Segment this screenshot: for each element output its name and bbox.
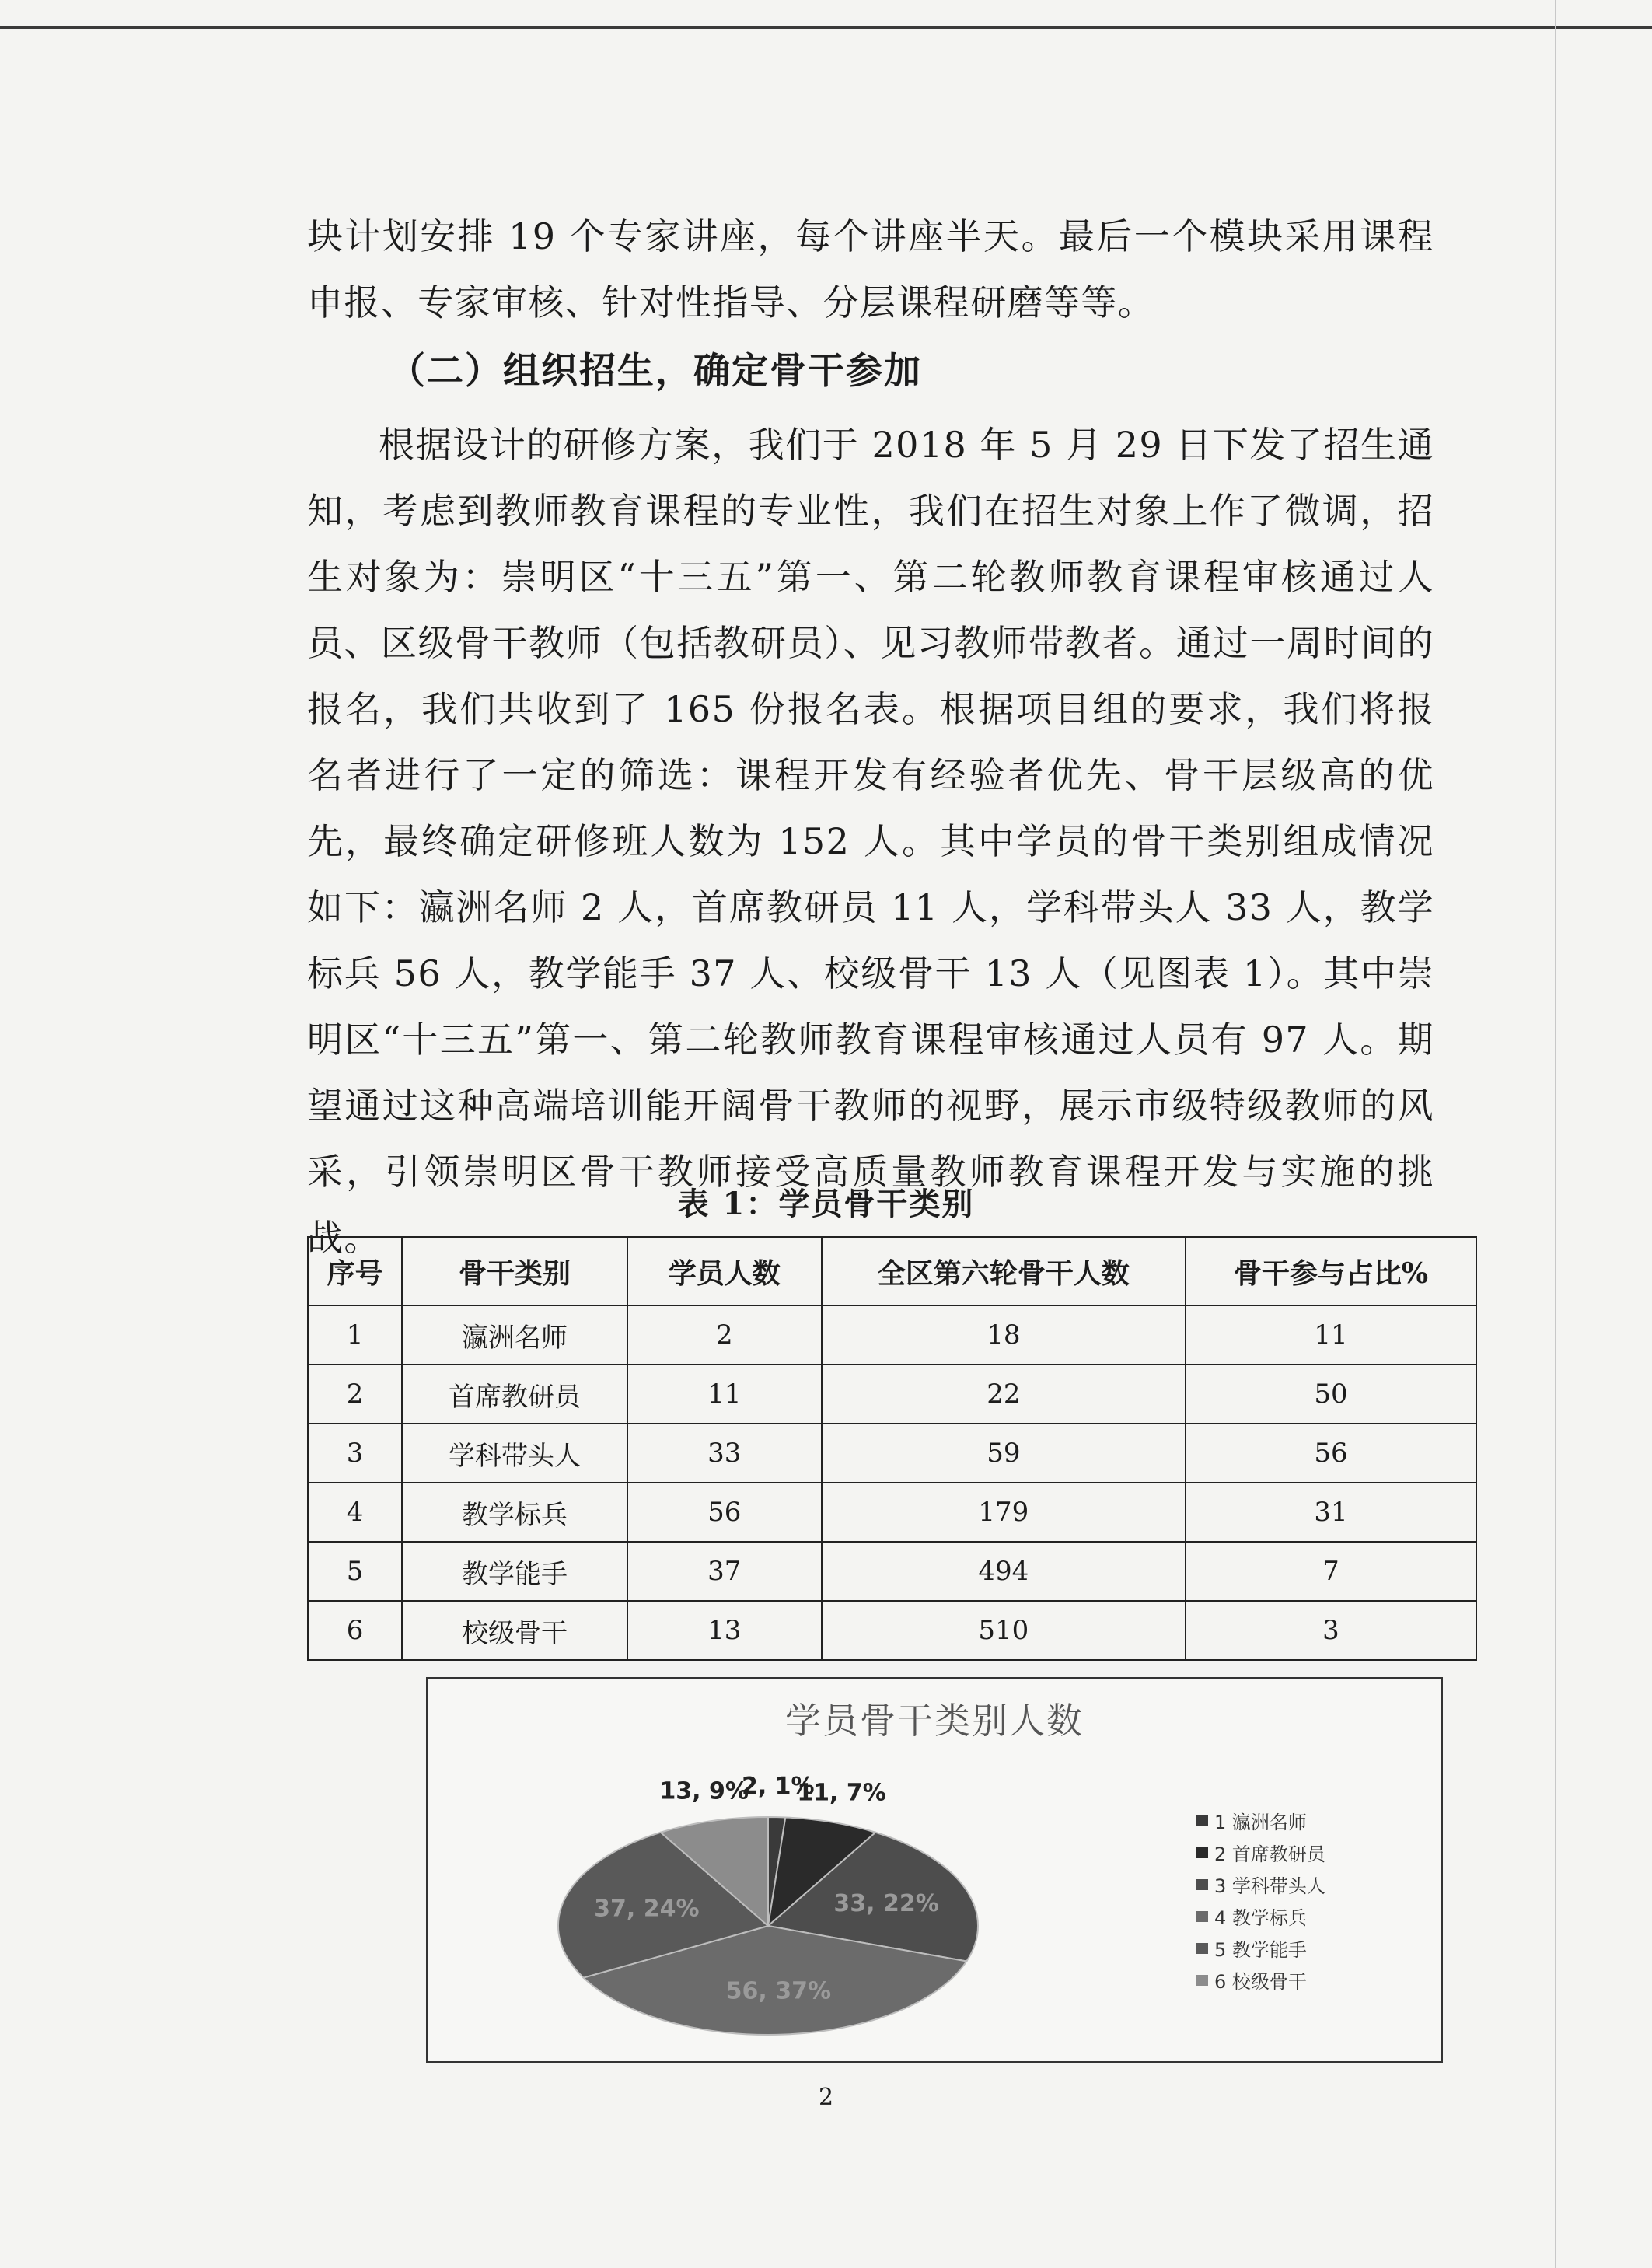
page-number: 2 [818, 2084, 834, 2111]
header-category: 骨干类别 [402, 1237, 627, 1305]
legend-label: 6 校级骨干 [1214, 1971, 1307, 1993]
paragraph-2: 根据设计的研修方案，我们于 2018 年 5 月 29 日下发了招生通知，考虑到教师教育课程的专业性，我们在招生对象上作了微调，招生对象为：崇明区“十三五”第一、第二轮教师教育课程审核通过人员、区级骨干教师（包括教研员）、见习教师带教者。通过一周时间的报名，我们共收到了 165 份报名表。根据项目组的要求，我们将报名者进行了一定的筛选：课程开发有经验者优先、骨干层级高的优先，最终确定研修班人数为 152 人。其中学员的骨干类别组成情况如下：瀛洲名师 2 人，首席教研员 11 人，学科带头人 33 人，教学标兵 56 人，教学能手 37 人、校级骨干 13 人（见图表 1）。其中崇明区“十三五”第一、第二轮教师教育课程审核通过人员有 97 人。期望通过这种高端培训能开阔骨干教师的视野，展示市级特级教师的风采，引领崇明区骨干教师接受高质量教师教育课程开发与实施的挑战。 [307, 424, 1434, 1259]
legend-label: 3 学科带头人 [1214, 1875, 1325, 1897]
scan-top-rule [0, 26, 1652, 29]
table-header-row [308, 1237, 1476, 1305]
cell-index: 3 [308, 1424, 402, 1483]
pie-data-label: 11, 7% [797, 1779, 886, 1807]
cell-category: 教学能手 [402, 1542, 627, 1601]
cell-ratio: 56 [1186, 1424, 1476, 1483]
cell-district-count: 59 [822, 1424, 1186, 1483]
cell-district-count: 510 [822, 1601, 1186, 1660]
pie-chart [426, 1677, 1443, 2063]
cell-ratio: 3 [1186, 1601, 1476, 1660]
cell-student-count: 2 [627, 1305, 822, 1365]
cell-category: 学科带头人 [402, 1424, 627, 1483]
cell-index: 4 [308, 1483, 402, 1542]
cell-student-count: 33 [627, 1424, 822, 1483]
pie-data-label: 56, 37% [725, 1977, 832, 2005]
scan-right-edge [1555, 0, 1556, 2268]
header-index: 序号 [308, 1237, 402, 1305]
legend-label: 1 瀛洲名师 [1214, 1812, 1307, 1833]
legend-item [1196, 1836, 1325, 1868]
header-ratio: 骨干参与占比% [1186, 1237, 1476, 1305]
legend-swatch [1196, 1975, 1208, 1986]
cell-index: 2 [308, 1365, 402, 1424]
legend-swatch [1196, 1815, 1208, 1826]
legend-item [1196, 1932, 1325, 1964]
header-district-count: 全区第六轮骨干人数 [822, 1237, 1186, 1305]
cell-student-count: 11 [627, 1365, 822, 1424]
paragraph-1: 块计划安排 19 个专家讲座，每个讲座半天。最后一个模块采用课程申报、专家审核、针对性指导、分层课程研磨等等。 [307, 215, 1434, 323]
pie-data-label: 2, 1% [741, 1773, 815, 1801]
cell-ratio: 31 [1186, 1483, 1476, 1542]
legend-swatch [1196, 1847, 1208, 1858]
cell-ratio: 11 [1186, 1305, 1476, 1365]
legend-label: 4 教学标兵 [1214, 1907, 1307, 1929]
legend-item [1196, 1964, 1325, 1996]
legend-swatch [1196, 1879, 1208, 1890]
header-student-count: 学员人数 [627, 1237, 822, 1305]
table-row [308, 1305, 1476, 1365]
cell-category: 首席教研员 [402, 1365, 627, 1424]
cell-student-count: 37 [627, 1542, 822, 1601]
table-row [308, 1601, 1476, 1660]
table-row [308, 1483, 1476, 1542]
section-heading: （二）组织招生，确定骨干参加 [389, 350, 922, 393]
legend-label: 5 教学能手 [1214, 1939, 1307, 1961]
pie-data-label: 13, 9% [659, 1777, 749, 1805]
legend-label: 2 首席教研员 [1214, 1843, 1325, 1865]
legend-item [1196, 1900, 1325, 1932]
cell-index: 1 [308, 1305, 402, 1365]
cell-district-count: 22 [822, 1365, 1186, 1424]
table-row [308, 1365, 1476, 1424]
cell-index: 5 [308, 1542, 402, 1601]
cell-category: 校级骨干 [402, 1601, 627, 1660]
cell-student-count: 56 [627, 1483, 822, 1542]
cell-district-count: 179 [822, 1483, 1186, 1542]
cell-index: 6 [308, 1601, 402, 1660]
cell-category: 教学标兵 [402, 1483, 627, 1542]
table-caption: 表 1：学员骨干类别 [677, 1186, 975, 1222]
chart-title: 学员骨干类别人数 [785, 1700, 1084, 1742]
cell-ratio: 7 [1186, 1542, 1476, 1601]
table-row [308, 1424, 1476, 1483]
legend-item [1196, 1805, 1325, 1836]
backbone-category-table [307, 1236, 1477, 1661]
pie-data-label: 33, 22% [833, 1890, 939, 1918]
cell-ratio: 50 [1186, 1365, 1476, 1424]
pie-data-label: 37, 24% [594, 1895, 700, 1923]
cell-student-count: 13 [627, 1601, 822, 1660]
cell-district-count: 18 [822, 1305, 1186, 1365]
cell-category: 瀛洲名师 [402, 1305, 627, 1365]
chart-legend [1196, 1805, 1325, 1996]
table-row [308, 1542, 1476, 1601]
cell-district-count: 494 [822, 1542, 1186, 1601]
legend-swatch [1196, 1943, 1208, 1954]
legend-item [1196, 1868, 1325, 1900]
legend-swatch [1196, 1911, 1208, 1922]
